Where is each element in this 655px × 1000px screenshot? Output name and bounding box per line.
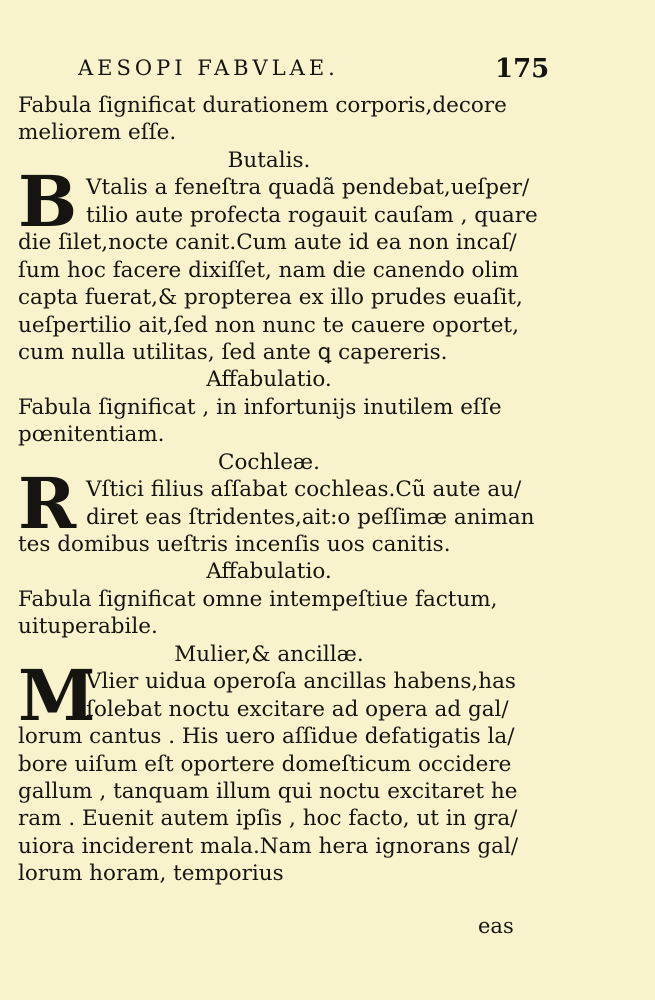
drop-cap: B [18,160,78,244]
running-title: AESOPI FABVLAE. [78,56,339,80]
page-number: 175 [495,54,550,84]
text-line: uituperabile. [18,614,158,640]
text-line: Vlier uidua operoſa ancillas habens,has [86,669,516,695]
text-line: ſolebat noctu excitare ad opera ad gal/ [86,696,509,722]
text-line: tes domibus ueſtris incenſis uos canitis. [18,532,451,557]
fable-heading: Mulier,& ancillæ. [174,641,364,667]
text-line: pœnitentiam. [18,422,165,448]
text-line: uiora inciderent mala.Nam hera ignorans gal/ [18,833,519,859]
fable-heading: Butalis. [227,147,311,173]
text-line: ram . Euenit autem ipſis , hoc facto, ut in gra/ [18,806,518,832]
fable-heading: Affabulatio. [206,367,332,393]
text-line: Vtalis a feneſtra quadã pendebat,ueſper/ [86,175,530,201]
text-line: lorum cantus . His uero aſſidue defatigatis la/ [18,724,515,750]
text-line: meliorem eſſe. [18,120,177,146]
text-line: cum nulla utilitas, ſed ante ꝗ capereris. [18,339,448,365]
text-line: ueſpertilio ait,ſed non nunc te cauere oportet, [18,312,519,338]
text-line: gallum , tanquam illum qui noctu excitaret he [18,778,518,804]
text-block [18,92,538,888]
text-line: diret eas ſtridentes,ait:o peſſimæ animan [86,504,535,530]
text-line: die ſilet,nocte canit.Cum aute id ea non incaſ/ [18,230,517,256]
text-line: ſum hoc facere dixiſſet, nam die canendo olim [18,257,519,283]
text-line: Fabula ſignificat omne intempeſtiue factum, [18,586,498,612]
fable-heading: Cochleæ. [218,449,320,475]
text-line: Vſtici filius aſſabat cochleas.Cũ aute au/ [86,477,522,503]
text-line: Fabula ſignificat durationem corporis,decore [18,93,507,118]
fable-heading: Affabulatio. [206,559,332,585]
catchword: eas [478,914,514,938]
text-line: capta fuerat,& propterea ex illo prudes euaſit, [18,285,523,311]
text-line: bore uiſum eſt oportere domeſticum occidere [18,751,512,777]
text-line: tilio aute profecta rogauit cauſam , quare [86,202,538,228]
drop-cap: M [18,654,96,738]
text-line: lorum horam, temporius [18,861,284,887]
drop-cap: R [18,462,77,546]
text-line: Fabula ſignificat , in infortunijs inutilem eſſe [18,394,502,420]
